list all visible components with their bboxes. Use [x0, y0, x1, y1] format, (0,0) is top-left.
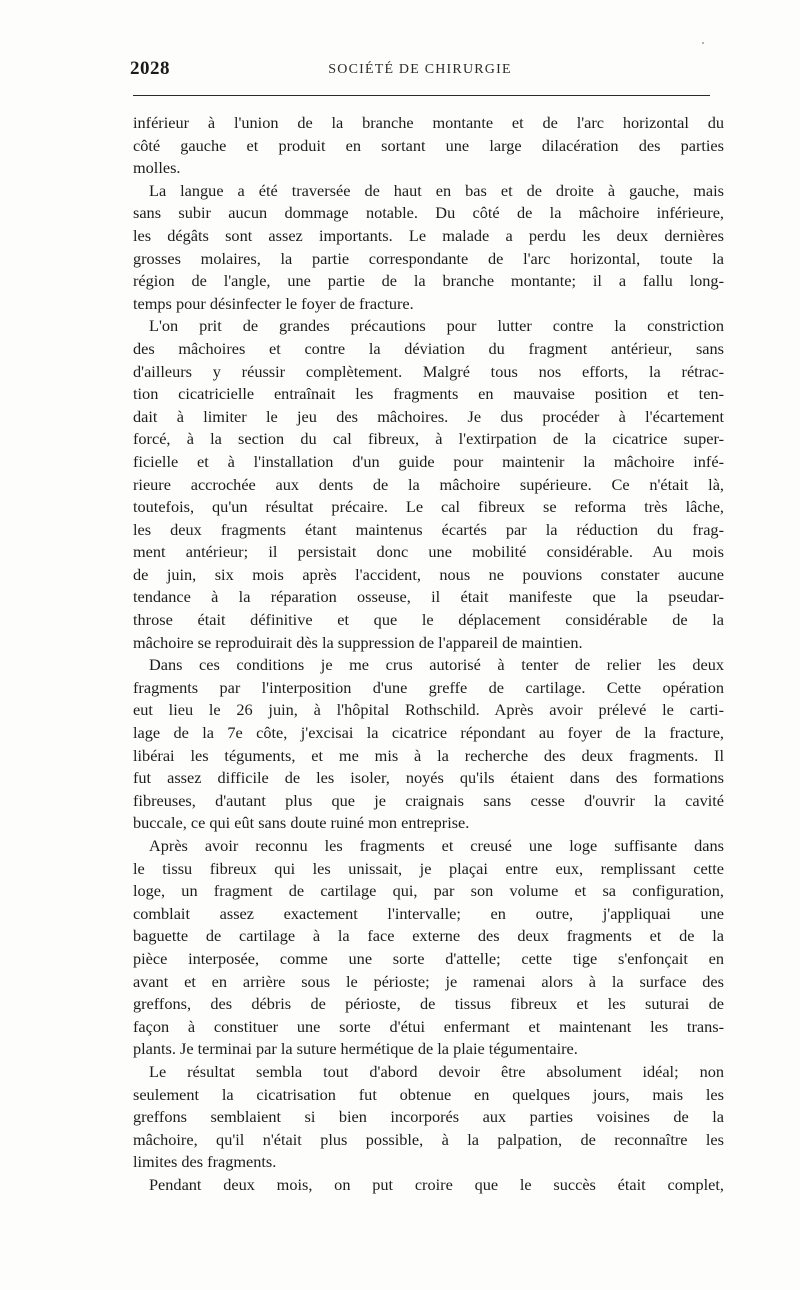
paragraph — [133, 654, 724, 835]
text-line: les dégâts sont assez importants. Le malade a perdu les deux dernières — [133, 225, 724, 245]
text-line: mâchoire se reproduirait dès la suppression de l'appareil de maintien. — [133, 632, 583, 652]
text-line: Dans ces conditions je me crus autorisé à tenter de relier les deux — [149, 655, 724, 675]
text-line: mâchoire, qu'il n'était plus possible, à la palpation, de reconnaître les — [133, 1129, 724, 1149]
text-line: région de l'angle, une partie de la branche montante; il a fallu long- — [133, 271, 724, 291]
text-line: fibreuses, d'autant plus que je craignais sans cesse d'ouvrir la cavité — [133, 790, 724, 810]
text-line: de juin, six mois après l'accident, nous ne pouvions constater aucune — [133, 564, 724, 584]
text-line: dait à limiter le jeu des mâchoires. Je dus procéder à l'écartement — [133, 406, 724, 426]
text-line: greffons semblaient si bien incorporés aux parties voisines de la — [133, 1107, 724, 1127]
text-line: ficielle et à l'installation d'un guide pour maintenir la mâchoire infé- — [133, 451, 724, 471]
text-line: loge, un fragment de cartilage qui, par son volume et sa configuration, — [133, 881, 724, 901]
running-title: SOCIÉTÉ DE CHIRURGIE — [328, 62, 512, 77]
text-line: d'ailleurs y réussir complètement. Malgré tous nos efforts, la rétrac- — [133, 361, 724, 381]
text-line: seulement la cicatrisation fut obtenue en quelques jours, mais les — [133, 1084, 724, 1104]
text-line: limites des fragments. — [133, 1152, 277, 1172]
text-line: côté gauche et produit en sortant une large dilacération des parties — [133, 135, 724, 155]
text-line: les deux fragments étant maintenus écartés par la réduction du frag- — [133, 519, 724, 539]
text-line: buccale, ce qui eût sans doute ruiné mon entreprise. — [133, 813, 470, 833]
text-line: toutefois, qu'un résultat précaire. Le cal fibreux se reforma très lâche, — [133, 497, 724, 517]
text-line: le tissu fibreux qui les unissait, je plaçai entre eux, remplissant cette — [133, 858, 724, 878]
text-line: greffons, des débris de périoste, de tissus fibreux et les suturai de — [133, 994, 724, 1014]
page-header — [130, 58, 710, 88]
text-line: baguette de cartilage à la face externe des deux fragments et de la — [133, 926, 724, 946]
text-line: lage de la 7e côte, j'excisai la cicatrice répondant au foyer de la fracture, — [133, 723, 724, 743]
text-line: rieure accrochée aux dents de la mâchoire supérieure. Ce n'était là, — [133, 474, 724, 494]
text-line: plants. Je terminai par la suture hermétique de la plaie tégumentaire. — [133, 1039, 578, 1059]
text-line: Pendant deux mois, on put croire que le succès était complet, — [149, 1174, 724, 1194]
paragraph — [133, 1061, 724, 1174]
text-line: La langue a été traversée de haut en bas et de droite à gauche, mais — [149, 180, 724, 200]
paragraph — [133, 835, 724, 1061]
text-line: sans subir aucun dommage notable. Du côté de la mâchoire inférieure, — [133, 203, 724, 223]
text-line: façon à constituer une sorte d'étui enfermant et maintenant les trans- — [133, 1016, 724, 1036]
text-line: avant et en arrière sous le périoste; je ramenai alors à la surface des — [133, 971, 724, 991]
text-line: fragments par l'interposition d'une greffe de cartilage. Cette opération — [133, 677, 724, 697]
text-line: libérai les téguments, et me mis à la recherche des deux fragments. Il — [133, 745, 724, 765]
text-line: comblait assez exactement l'intervalle; en outre, j'appliquai une — [133, 903, 724, 923]
text-line: Le résultat sembla tout d'abord devoir être absolument idéal; non — [149, 1061, 724, 1081]
text-line: temps pour désinfecter le foyer de fracture. — [133, 293, 414, 313]
scan-speck — [702, 42, 704, 44]
text-line: tendance à la réparation osseuse, il était manifeste que la pseudar- — [133, 587, 724, 607]
paragraph — [133, 315, 724, 654]
header-rule — [133, 95, 710, 96]
text-line: eut lieu le 26 juin, à l'hôpital Rothschild. Après avoir prélevé le carti- — [133, 700, 724, 720]
text-line: inférieur à l'union de la branche montante et de l'arc horizontal du — [133, 113, 724, 132]
text-line: des mâchoires et contre la déviation du fragment antérieur, sans — [133, 338, 724, 358]
text-line: L'on prit de grandes précautions pour lutter contre la constriction — [149, 316, 724, 336]
text-line: ment antérieur; il persistait donc une mobilité considérable. Au mois — [133, 542, 724, 562]
text-line: throse était définitive et que le déplacement considérable de la — [133, 610, 724, 630]
text-line: Après avoir reconnu les fragments et creusé une loge suffisante dans — [149, 836, 724, 855]
text-line: forcé, à la section du cal fibreux, à l'extirpation de la cicatrice super- — [133, 429, 724, 449]
paragraph — [133, 112, 724, 180]
paragraph — [133, 1174, 724, 1197]
text-line: pièce interposée, comme une sorte d'attelle; cette tige s'enfonçait en — [133, 948, 724, 968]
paragraph — [133, 180, 724, 316]
page-number: 2028 — [130, 58, 170, 79]
text-line: grosses molaires, la partie correspondante de l'arc horizontal, toute la — [133, 248, 724, 268]
text-line: tion cicatricielle entraînait les fragments en mauvaise position et ten- — [133, 384, 724, 404]
text-line: molles. — [133, 158, 181, 178]
text-line: fut assez difficile de les isoler, noyés qu'ils étaient dans des formations — [133, 768, 724, 788]
body-text — [133, 112, 724, 1197]
